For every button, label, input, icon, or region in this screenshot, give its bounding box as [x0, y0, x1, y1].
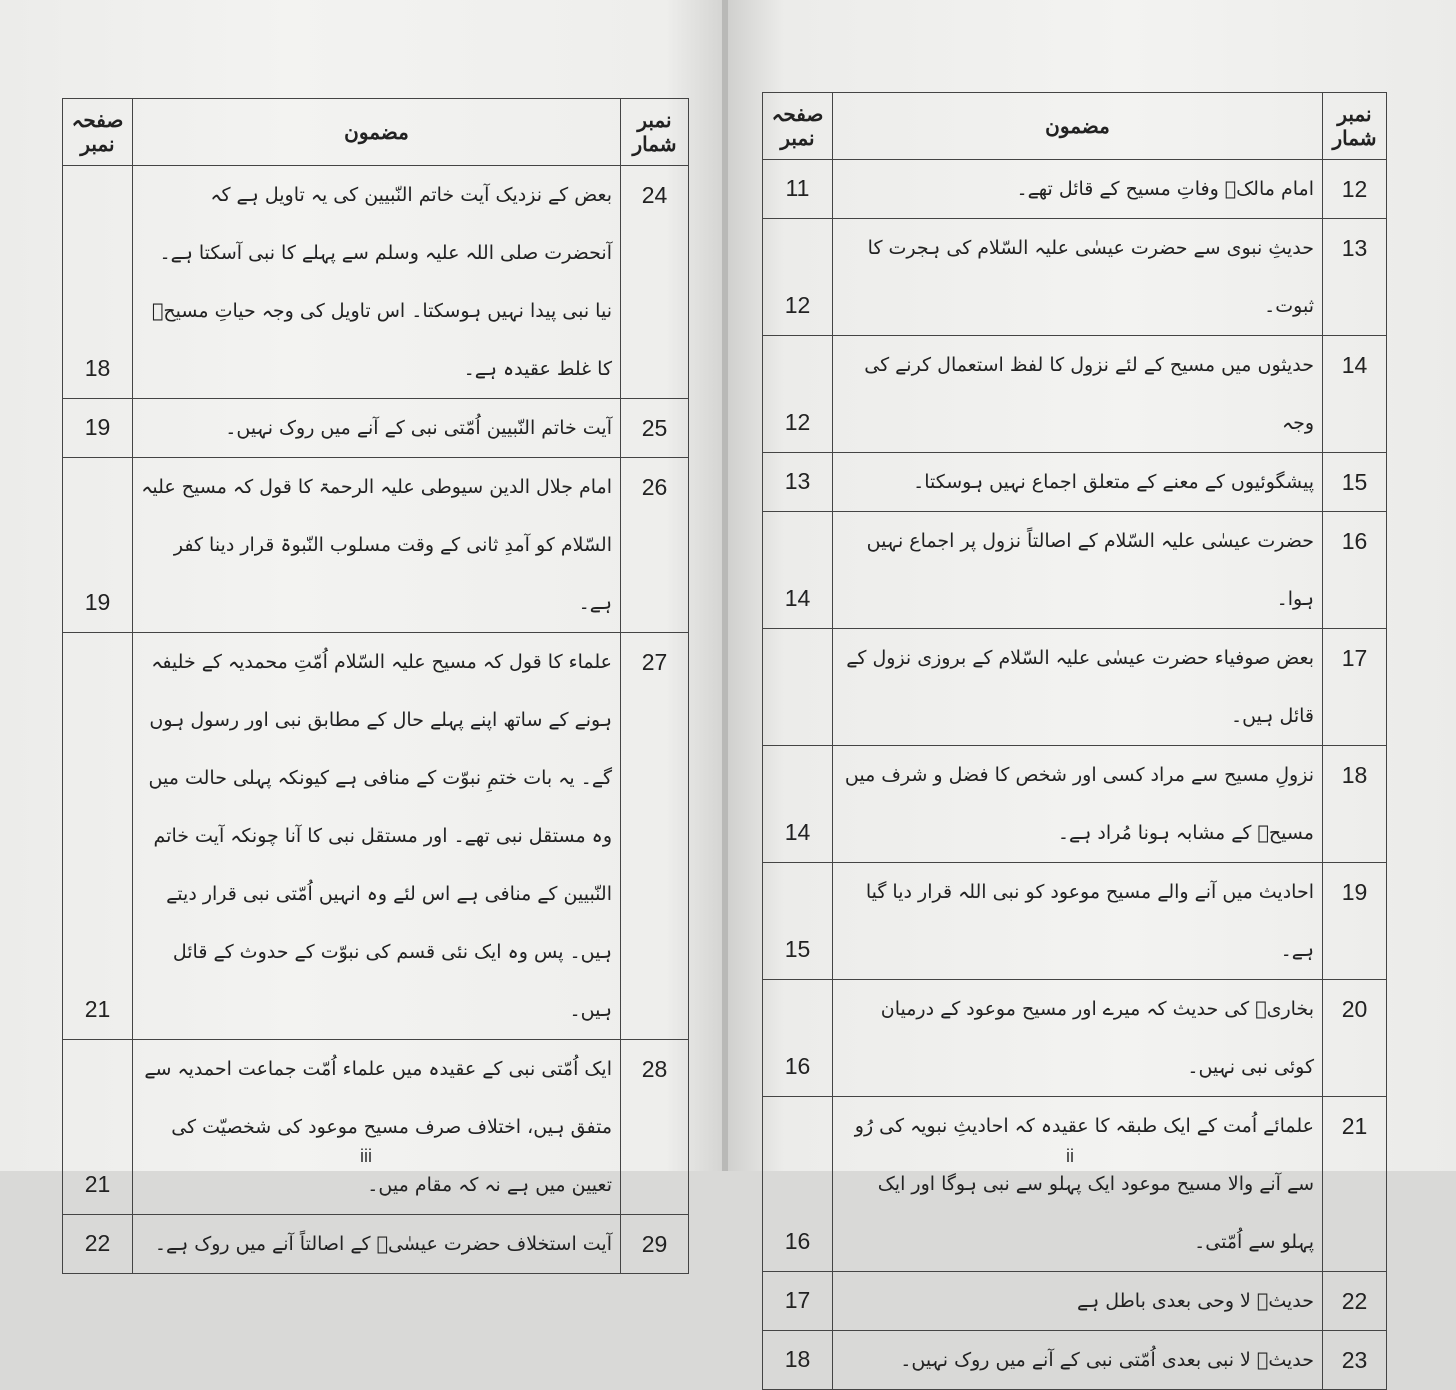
book-spine — [722, 0, 728, 1171]
row-number: 26 — [621, 458, 689, 633]
row-page: 19 — [63, 458, 133, 633]
toc-row — [763, 512, 1387, 629]
toc-row — [63, 399, 689, 458]
toc-row — [763, 746, 1387, 863]
row-page: 19 — [63, 399, 133, 458]
toc-row — [763, 336, 1387, 453]
row-page: 22 — [63, 1215, 133, 1274]
right-toc-header-row — [763, 93, 1387, 160]
toc-row — [63, 1040, 689, 1215]
header-subject: مضمون — [833, 93, 1323, 160]
row-number: 13 — [1323, 219, 1387, 336]
toc-row — [763, 219, 1387, 336]
row-number: 22 — [1323, 1272, 1387, 1331]
row-subject: حدیثوں میں مسیح کے لئے نزول کا لفظ استعمال کرنے کی وجہ — [833, 336, 1323, 453]
header-subject: مضمون — [133, 99, 621, 166]
header-page: صفحہ نمبر — [763, 93, 833, 160]
row-page: 15 — [763, 863, 833, 980]
toc-row — [763, 453, 1387, 512]
row-number: 29 — [621, 1215, 689, 1274]
row-page: 16 — [763, 980, 833, 1097]
row-subject: امام مالکؒ وفاتِ مسیح کے قائل تھے۔ — [833, 160, 1323, 219]
row-subject: آیت خاتم النّبیین اُمّتی نبی کے آنے میں روک نہیں۔ — [133, 399, 621, 458]
row-subject: بعض صوفیاء حضرت عیسٰی علیہ السّلام کے بروزی نزول کے قائل ہیں۔ — [833, 629, 1323, 746]
header-num: نمبر شمار — [621, 99, 689, 166]
row-page: 16 — [763, 1097, 833, 1272]
toc-row — [63, 1215, 689, 1274]
row-subject: بخاریؔ کی حدیث کہ میرے اور مسیح موعود کے درمیان کوئی نبی نہیں۔ — [833, 980, 1323, 1097]
row-number: 16 — [1323, 512, 1387, 629]
toc-row — [763, 629, 1387, 746]
row-number: 25 — [621, 399, 689, 458]
row-subject: آیت استخلاف حضرت عیسٰیؑ کے اصالتاً آنے میں روک ہے۔ — [133, 1215, 621, 1274]
row-number: 18 — [1323, 746, 1387, 863]
row-page: 14 — [763, 512, 833, 629]
row-number: 28 — [621, 1040, 689, 1215]
row-subject: حضرت عیسٰی علیہ السّلام کے اصالتاً نزول پر اجماع نہیں ہوا۔ — [833, 512, 1323, 629]
page-number-footer: iii — [360, 1146, 372, 1166]
row-page: 12 — [763, 219, 833, 336]
row-subject: احادیث میں آنے والے مسیح موعود کو نبی اللہ قرار دیا گیا ہے۔ — [833, 863, 1323, 980]
row-page: 21 — [63, 1040, 133, 1215]
toc-row — [63, 166, 689, 399]
row-page: 12 — [763, 336, 833, 453]
row-number: 12 — [1323, 160, 1387, 219]
row-subject: پیشگوئیوں کے معنے کے متعلق اجماع نہیں ہوسکتا۔ — [833, 453, 1323, 512]
row-page — [763, 629, 833, 746]
toc-row — [763, 980, 1387, 1097]
header-num: نمبر شمار — [1323, 93, 1387, 160]
row-page: 18 — [763, 1331, 833, 1390]
row-page: 21 — [63, 633, 133, 1040]
left-toc-table — [62, 98, 689, 1274]
row-number: 24 — [621, 166, 689, 399]
left-toc-header-row — [63, 99, 689, 166]
toc-row — [763, 1097, 1387, 1272]
row-subject: بعض کے نزدیک آیت خاتم النّبیین کی یہ تاویل ہے کہ آنحضرت صلی اللہ علیہ وسلم سے پہلے کا نبی آسکتا ہے۔ نیا نبی پیدا نہیں ہوسکتا۔ اس تاویل کی وجہ حیاتِ مسیحؑ کا غلط عقیدہ ہے۔ — [133, 166, 621, 399]
row-page: 14 — [763, 746, 833, 863]
row-page: 11 — [763, 160, 833, 219]
row-number: 14 — [1323, 336, 1387, 453]
row-number: 20 — [1323, 980, 1387, 1097]
right-toc-table — [762, 92, 1387, 1390]
toc-row — [63, 633, 689, 1040]
toc-row — [763, 1331, 1387, 1390]
row-subject: حدیثِ نبوی سے حضرت عیسٰی علیہ السّلام کی ہجرت کا ثبوت۔ — [833, 219, 1323, 336]
toc-row — [763, 863, 1387, 980]
row-number: 15 — [1323, 453, 1387, 512]
row-subject: علماء کا قول کہ مسیح علیہ السّلام اُمّتِ محمدیہ کے خلیفہ ہونے کے ساتھ اپنے پہلے حال کے مطابق نبی اور رسول ہوں گے۔ یہ بات ختمِ نبوّت کے منافی ہے کیونکہ پہلی حالت میں وہ مستقل نبی تھے۔ اور مستقل نبی کا آنا چونکہ آیت خاتم النّبیین کے منافی ہے اس لئے وہ انہیں اُمّتی نبی قرار دیتے ہیں۔ پس وہ ایک نئی قسم کی نبوّت کے حدوث کے قائل ہیں۔ — [133, 633, 621, 1040]
row-number: 19 — [1323, 863, 1387, 980]
row-subject: ایک اُمّتی نبی کے عقیدہ میں علماء اُمّت جماعت احمدیہ سے متفق ہیں، اختلاف صرف مسیح موعود کی شخصیّت کی تعیین میں ہے نہ کہ مقام میں۔ — [133, 1040, 621, 1215]
toc-row — [763, 1272, 1387, 1331]
row-subject: حدیثؔ لا وحی بعدی باطل ہے — [833, 1272, 1323, 1331]
row-page: 17 — [763, 1272, 833, 1331]
row-number: 27 — [621, 633, 689, 1040]
row-subject: امام جلال الدین سیوطی علیہ الرحمۃ کا قول کہ مسیح علیہ السّلام کو آمدِ ثانی کے وقت مسلوب النّبوۃ قرار دینا کفر ہے۔ — [133, 458, 621, 633]
toc-row — [763, 160, 1387, 219]
row-number: 23 — [1323, 1331, 1387, 1390]
row-subject: علمائے اُمت کے ایک طبقہ کا عقیدہ کہ احادیثِ نبویہ کی رُو سے آنے والا مسیح موعود ایک پہلو سے نبی ہوگا اور ایک پہلو سے اُمّتی۔ — [833, 1097, 1323, 1272]
row-number: 17 — [1323, 629, 1387, 746]
toc-row — [63, 458, 689, 633]
row-page: 18 — [63, 166, 133, 399]
row-page: 13 — [763, 453, 833, 512]
row-number: 21 — [1323, 1097, 1387, 1272]
row-subject: نزولِ مسیح سے مراد کسی اور شخص کا فضل و شرف میں مسیحؑ کے مشابہ ہونا مُراد ہے۔ — [833, 746, 1323, 863]
page-number-footer: ii — [1066, 1146, 1074, 1166]
header-page: صفحہ نمبر — [63, 99, 133, 166]
row-subject: حدیثؔ لا نبی بعدی اُمّتی نبی کے آنے میں روک نہیں۔ — [833, 1331, 1323, 1390]
